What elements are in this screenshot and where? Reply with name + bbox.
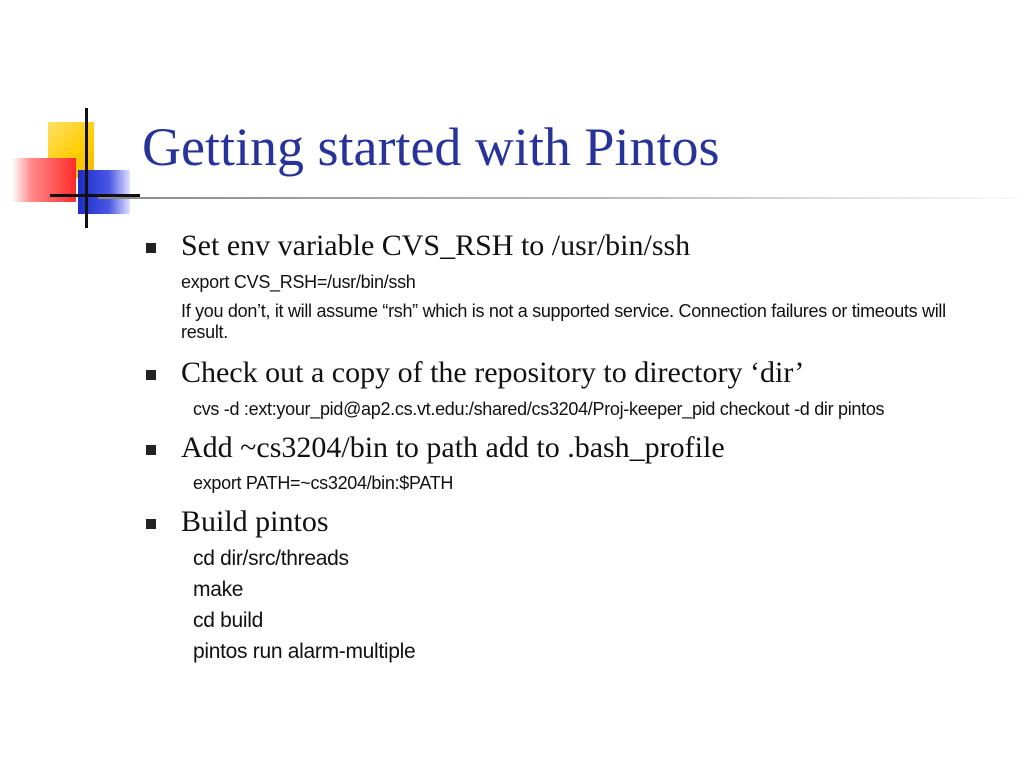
bullet-text: Build pintos bbox=[181, 505, 329, 538]
sub-item-text: export CVS_RSH=/usr/bin/ssh bbox=[181, 272, 416, 292]
bullet-marker bbox=[146, 370, 156, 380]
bullet-marker bbox=[146, 519, 156, 529]
bullet-text: Add ~cs3204/bin to path add to .bash_profile bbox=[181, 431, 725, 464]
slide-title: Getting started with Pintos bbox=[142, 117, 720, 177]
command-line: pintos run alarm-multiple bbox=[193, 640, 416, 663]
bullet-marker bbox=[146, 243, 156, 253]
bullet-text: Check out a copy of the repository to directory ‘dir’ bbox=[181, 356, 805, 389]
title-underline bbox=[98, 197, 1018, 199]
decorative-vertical-line bbox=[85, 108, 88, 228]
command-line: make bbox=[193, 578, 244, 601]
command-line: cd build bbox=[193, 609, 263, 632]
bullet-text: Set env variable CVS_RSH to /usr/bin/ssh bbox=[181, 229, 691, 262]
sub-item-text: cvs -d :ext:your_pid@ap2.cs.vt.edu:/shared/cs3204/Proj-keeper_pid checkout -d dir pintos bbox=[193, 399, 885, 419]
sub-item-text: export PATH=~cs3204/bin:$PATH bbox=[193, 473, 454, 493]
sub-item-text: If you don’t, it will assume “rsh” which is not a supported service. Connection failures or timeouts will result. bbox=[181, 301, 946, 342]
command-line: cd dir/src/threads bbox=[193, 547, 349, 570]
bullet-marker bbox=[146, 445, 156, 455]
